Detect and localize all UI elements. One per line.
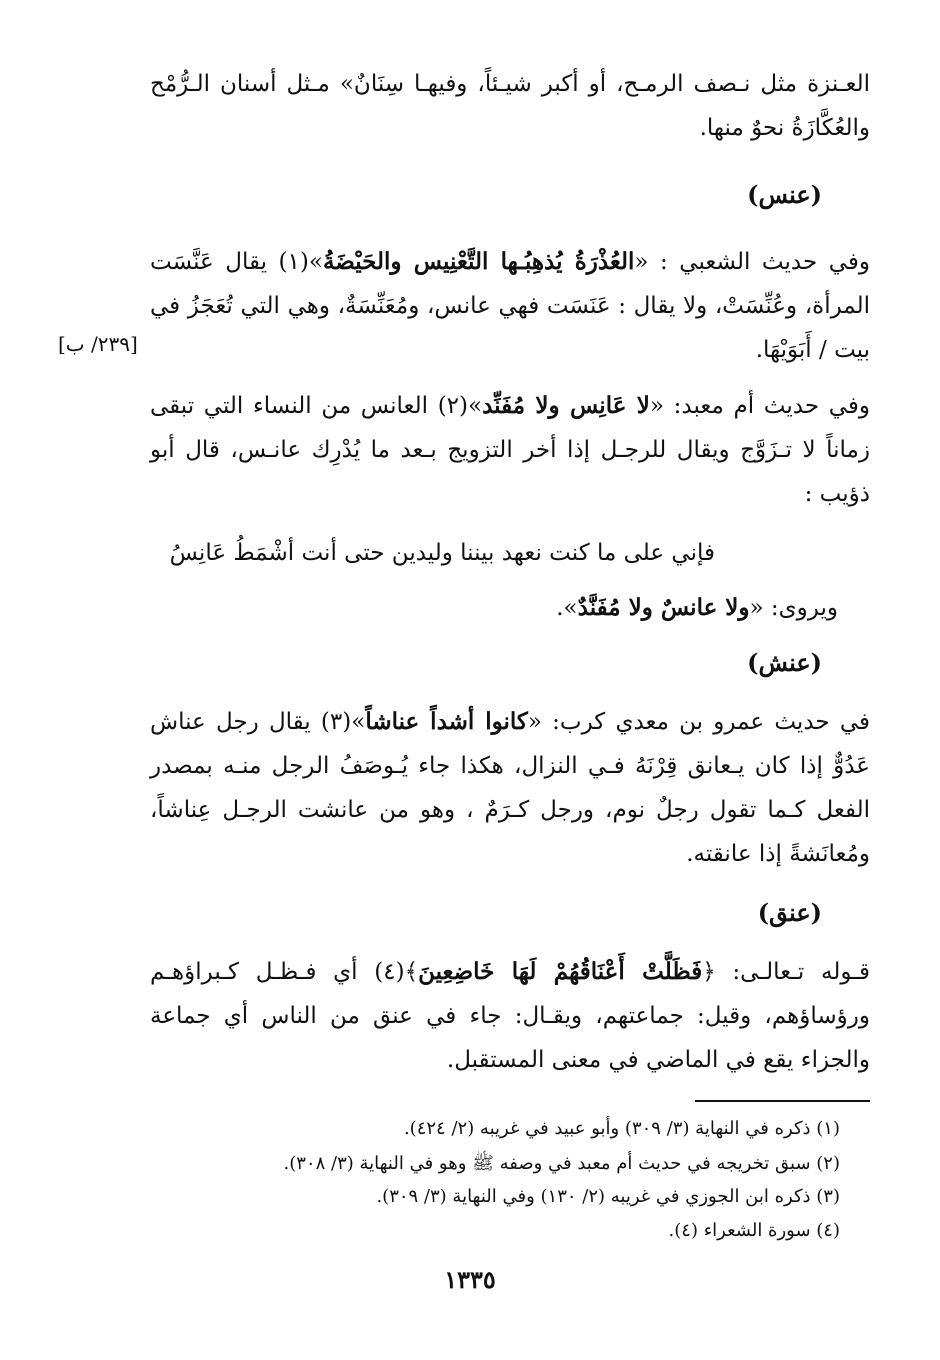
paragraph-amr-hadith	[150, 700, 870, 876]
alternate-narration	[556, 594, 838, 621]
footnote-4: (٤) سورة الشعراء (٤).	[668, 1220, 840, 1241]
paragraph-quran-intro: قـوله تـعالـى: ﴿	[702, 959, 870, 985]
hadith-quote-shabi: العُذْرَةُ يُذهِبُـها التَّعْنِيس والحَيْضَةُ	[322, 248, 635, 275]
heading-anaq: (عنق)	[757, 898, 822, 927]
alternate-narration-intro: ويروى: «	[749, 595, 838, 621]
alternate-narration-quote: ولا عانسٌ ولا مُفَنَّدٌ	[577, 594, 750, 621]
paragraph-quran-rest: ﴾(٤) أي فـظـل كـبراؤهـم ورؤساؤهم، وقيل: جماعتهم، ويقـال: جاء في عنق من الناس أي جماعة والجزاء يقع في الماضي في معنى المستقبل.	[150, 959, 870, 1073]
paragraph-anza-text: العـنزة مثل نـصف الرمـح، أو أكبر شيـئاً، وفيهـا سِنَانٌ» مـثل أسنان الـرُّمْح والعُكَّازَةُ نحوٌ منها.	[150, 71, 870, 141]
heading-anash: (عنش)	[747, 648, 822, 677]
paragraph-amr-rest: »(٣) يقال رجل عناش عَدُوٌّ إذا كان يـعانق قِرْنَهُ فـي النزال، هكذا جاء يُـوصَفُ الرجل منـه بمصدر الفعل كـما تقول رجلٌ نوم، ورجل كـرَمٌ ، وهو من عانشت الرجـل عِناشاً، ومُعانَشةً إذا عانقته.	[150, 709, 870, 867]
footnote-3: (٣) ذكره ابن الجوزي في غريبه (٢/ ١٣٠) وفي النهاية (٣/ ٣٠٩).	[376, 1186, 840, 1207]
margin-folio-reference: [٢٣٩/ ب]	[58, 332, 138, 356]
footnote-2: (٢) سبق تخريجه في حديث أم معبد في وصفه ﷺ وهو في النهاية (٣/ ٣٠٨).	[283, 1153, 840, 1174]
poetry-verse: فإني على ما كنت نعهد بيننا وليدين حتى أنت أشْمَطُ عَانِسُ	[169, 540, 715, 566]
paragraph-anza	[150, 62, 870, 150]
heading-anas: (عنس)	[747, 180, 822, 209]
hadith-quote-amr: كانوا أشداً عناشاً	[365, 708, 528, 735]
paragraph-shabi-hadith	[150, 240, 870, 372]
paragraph-umm-mabad-hadith	[150, 384, 870, 516]
footnote-1: (١) ذكره في النهاية (٣/ ٣٠٩) وأبو عبيد في غريبه (٢/ ٤٢٤).	[403, 1118, 840, 1139]
quran-quote: فَظَلَّتْ أَعْنَاقُهُمْ لَهَا خَاضِعِينَ	[418, 958, 703, 985]
hadith-quote-umm-mabad: لا عَانِس ولا مُفَنِّد	[482, 392, 650, 419]
paragraph-umm-mabad-intro: وفي حديث أم معبد: «	[649, 393, 870, 419]
paragraph-shabi-rest: »(١) يقال عَنَّسَت المرأة، وعُنِّسَتْ، ولا يقال : عَنَسَت فهي عانس، ومُعَنِّسَةٌ، وهي التي تُعَجَزُ في بيت / أَبَوَيْهَا.	[150, 249, 870, 363]
alternate-narration-close: ».	[556, 595, 578, 621]
paragraph-amr-intro: في حديث عمرو بن معدي كرب: «	[527, 709, 871, 735]
paragraph-umm-mabad-rest: »(٢) العانس من النساء التي تبقى زماناً لا تـزَوَّج ويقال للرجـل إذا أخر التزويج بـعد ما يُدْرِك عانـس، قال أبو ذؤيب :	[150, 393, 870, 507]
paragraph-quran-verse	[150, 950, 870, 1082]
footnote-separator	[695, 1100, 870, 1102]
page-number: ١٣٣٥	[444, 1265, 496, 1294]
paragraph-shabi-intro: وفي حديث الشعبي : «	[634, 249, 870, 275]
